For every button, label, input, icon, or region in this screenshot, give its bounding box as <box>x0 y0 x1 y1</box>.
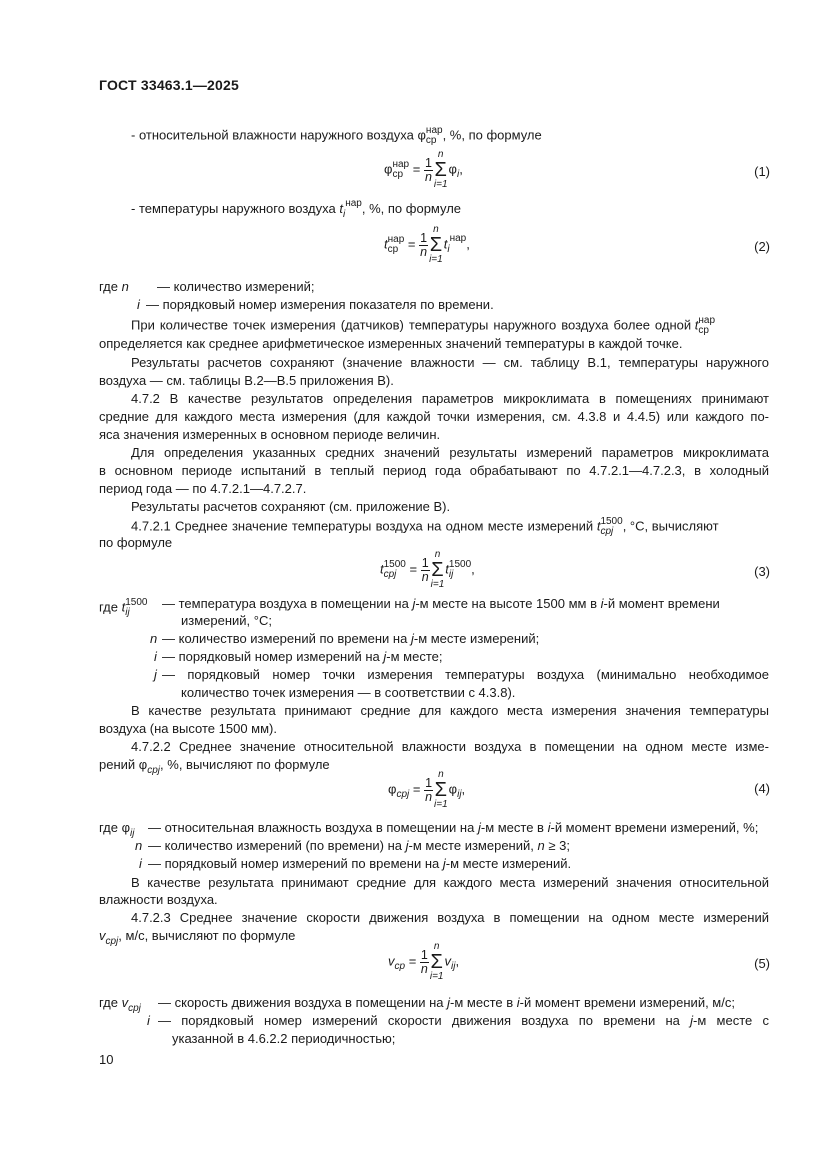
where-text: — порядковый номер измерений по времени на j-м месте измерений. <box>148 856 572 871</box>
text-line: яса значения измеренных в основном периоде величин. <box>99 427 441 442</box>
text-line: - относительной влажности наружного воздуха φ нар ср , %, по формуле <box>131 125 542 146</box>
where-symbol: i <box>154 649 157 664</box>
where-text: — порядковый номер измерений на j-м месте; <box>162 649 443 664</box>
text-line: Для определения указанных средних значений результаты измерений параметров микроклимата <box>131 445 769 460</box>
where-text: — количество измерений; <box>157 279 315 294</box>
text-line: влажности воздуха. <box>99 892 218 907</box>
text-line: 4.7.2.1 Среднее значение температуры воздуха на одном месте измерений t 1500 срj , °С, вычисляют <box>131 516 719 537</box>
where-label: где n <box>99 279 129 294</box>
where-symbol: n <box>135 838 143 853</box>
where-text: — температура воздуха в помещении на j-м месте на высоте 1500 мм в i-й момент времени <box>162 596 720 611</box>
text-line: период года — по 4.7.2.1—4.7.2.7. <box>99 481 307 496</box>
where-text: количество точек измерения — в соответствии с 4.3.8). <box>181 685 516 700</box>
text-line: 4.7.2.2 Среднее значение относительной влажности воздуха в помещении на одном месте изме- <box>131 739 769 754</box>
where-text: — скорость движения воздуха в помещении на j-м месте в i-й момент времени измерений, м/с; <box>158 995 735 1010</box>
equation-number: (3) <box>754 564 770 579</box>
document-header: ГОСТ 33463.1—2025 <box>99 77 239 93</box>
where-symbol: n <box>150 631 158 646</box>
where-text: указанной в 4.6.2.2 периодичностью; <box>172 1031 396 1046</box>
equation-5: $v_{ср}$ = $\frac{1}{n}$ n Σ $i=1v_{ij}$, <box>388 941 460 982</box>
where-text: измерений, °С; <box>181 613 272 628</box>
where-text: — количество измерений по времени на j-м месте измерений; <box>162 631 540 646</box>
equation-3: t 1500 срj = $\frac{1}{n}$ n Σ i=1t 1500 ij , <box>380 549 475 590</box>
where-text: — относительная влажность воздуха в помещении на j-м месте в i-й момент времени измерений, %; <box>148 820 759 835</box>
page-number: 10 <box>99 1052 114 1067</box>
where-label: где t 1500 ij <box>99 597 148 618</box>
where-symbol: i <box>139 856 142 871</box>
equation-number: (2) <box>754 239 770 254</box>
where-text: — количество измерений (по времени) на j-м месте измерений, n ≥ 3; <box>148 838 570 853</box>
text-line: 4.7.2.3 Среднее значение скорости движения воздуха в помещении на одном месте измерений <box>131 910 769 925</box>
text-line: Результаты расчетов сохраняют (значение влажности — см. таблицу В.1, температуры наружного <box>131 355 769 370</box>
text-line: в основном периоде испытаний в теплый период года обрабатывают по 4.7.2.1—4.7.2.3, в холодный <box>99 463 769 478</box>
where-label: где $v_{срj}$ <box>99 995 141 1014</box>
text-line: $v_{срj}$, м/с, вычисляют по формуле <box>99 928 296 947</box>
where-text: — порядковый номер точки измерения температуры воздуха (минимально необходимое <box>162 667 769 682</box>
where-symbol: i <box>137 297 140 312</box>
text-line: рений $\varphi_{срj}$, %, вычисляют по формуле <box>99 757 330 776</box>
equation-2: t нар ср = $\frac{1}{n}$ n Σ $i=1t_i^{нар}$, <box>384 224 470 265</box>
text-line: Результаты расчетов сохраняют (см. приложение В). <box>131 499 451 514</box>
equation-4: $\varphi_{срj}$ = $\frac{1}{n}$ n Σ $i=1\varphi_{ij}$, <box>388 769 466 810</box>
text-line: воздуха (на высоте 1500 мм). <box>99 721 277 736</box>
text-line: В качестве результата принимают средние для каждого места измерения значения температуры <box>131 703 769 718</box>
text-line: воздуха — см. таблицы В.2—В.5 приложения В). <box>99 373 394 388</box>
where-symbol: j <box>154 667 157 682</box>
where-text: — порядковый номер измерения показателя по времени. <box>146 297 494 312</box>
text-line: 4.7.2 В качестве результатов определения параметров микроклимата в помещениях принимают <box>131 391 769 406</box>
text-line: определяется как среднее арифметическое измеренных значений температуры в каждой точке. <box>99 336 683 351</box>
text-line: При количестве точек измерения (датчиков) температуры наружного воздуха более одной t нар ср <box>131 315 716 336</box>
text-line: по формуле <box>99 535 173 550</box>
where-symbol: i <box>147 1013 150 1028</box>
where-label: где $\varphi_{ij}$ <box>99 820 135 839</box>
equation-number: (5) <box>754 956 770 971</box>
equation-number: (4) <box>754 781 770 796</box>
text-line: В качестве результата принимают средние для каждого места измерений значения относительной <box>131 875 769 890</box>
equation-1: φ нар ср = $\frac{1}{n}$ n Σ $i=1\varphi_i$, <box>384 149 463 190</box>
text-line: - температуры наружного воздуха $t_i^{нар}$, %, по формуле <box>131 198 462 220</box>
equation-number: (1) <box>754 164 770 179</box>
text-line: средние для каждого места измерения (для каждой точки измерения, см. 4.3.8 и 4.4.5) или каждого по- <box>99 409 769 424</box>
where-text: — порядковый номер измерений скорости движения воздуха по времени на j-м месте с <box>158 1013 769 1028</box>
